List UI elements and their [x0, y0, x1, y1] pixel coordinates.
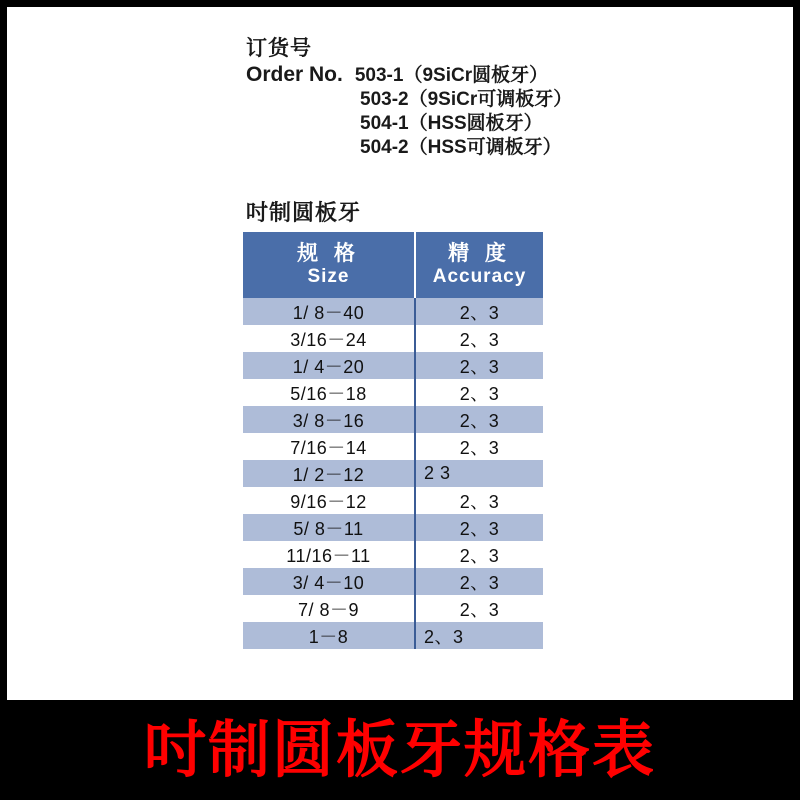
cell-accuracy: 2、3: [415, 514, 543, 541]
cell-accuracy: 2、3: [415, 622, 543, 649]
table-header: [243, 232, 543, 298]
table-header-row: [243, 232, 543, 298]
cell-accuracy: 2、3: [415, 352, 543, 379]
column-header-accuracy: [415, 232, 543, 298]
cell-size: 5/ 8－11: [243, 514, 415, 541]
column-header-size-en: Size: [307, 266, 350, 288]
cell-accuracy: 2、3: [415, 487, 543, 514]
frame-edge-left: [0, 0, 7, 800]
column-header-size-cn: 规 格: [297, 242, 360, 265]
column-header-accuracy-cn: 精 度: [448, 242, 511, 265]
order-number-block: [246, 38, 666, 162]
order-label-row: [246, 38, 666, 59]
cell-accuracy: 2、3: [415, 568, 543, 595]
order-label-en: Order No.: [246, 63, 343, 86]
cell-size: 1/ 4－20: [243, 352, 415, 379]
spec-table: [243, 232, 543, 649]
column-header-accuracy-en: Accuracy: [432, 266, 527, 288]
cell-accuracy: 2、3: [415, 595, 543, 622]
order-desc: （HSS圆板牙）: [408, 113, 543, 134]
cell-size: 1/ 8－40: [243, 298, 415, 325]
table-row: [243, 541, 543, 568]
cell-accuracy: 2 3: [415, 460, 543, 487]
table-row: [243, 379, 543, 406]
table-row: [243, 325, 543, 352]
order-desc: （HSS可调板牙）: [408, 137, 562, 158]
order-desc: （9SiCr可调板牙）: [408, 89, 573, 110]
cell-accuracy: 2、3: [415, 433, 543, 460]
cell-size: 5/16－18: [243, 379, 415, 406]
order-item-row: [246, 90, 666, 109]
order-code: 503-2: [360, 89, 409, 110]
cell-size: 7/ 8－9: [243, 595, 415, 622]
cell-size: 7/16－14: [243, 433, 415, 460]
cell-accuracy: 2、3: [415, 325, 543, 352]
table-row: [243, 568, 543, 595]
order-desc: （9SiCr圆板牙）: [403, 65, 549, 86]
banner-title: 吋制圆板牙规格表: [143, 713, 656, 786]
cell-size: 9/16－12: [243, 487, 415, 514]
order-code: 504-2: [360, 137, 409, 158]
cell-size: 3/ 4－10: [243, 568, 415, 595]
order-item-row: [246, 138, 666, 157]
frame-edge-top: [0, 0, 800, 7]
table-row: [243, 433, 543, 460]
frame-edge-right: [793, 0, 800, 800]
table-row: [243, 352, 543, 379]
table-row: [243, 622, 543, 649]
order-item-row: [246, 64, 666, 85]
bottom-banner: [0, 700, 800, 800]
order-code: 504-1: [360, 113, 409, 134]
order-code: 503-1: [354, 65, 404, 86]
order-label-cn: 订货号: [246, 37, 312, 60]
cell-accuracy: 2、3: [415, 298, 543, 325]
table-row: [243, 514, 543, 541]
cell-accuracy: 2、3: [415, 406, 543, 433]
table-row: [243, 487, 543, 514]
cell-size: 1/ 2－12: [243, 460, 415, 487]
column-header-size: [243, 232, 415, 298]
cell-size: 3/ 8－16: [243, 406, 415, 433]
section-heading: 吋制圆板牙: [246, 200, 362, 225]
table-row: [243, 460, 543, 487]
order-item-row: [246, 114, 666, 133]
table-row: [243, 298, 543, 325]
cell-accuracy: 2、3: [415, 379, 543, 406]
cell-size: 3/16－24: [243, 325, 415, 352]
cell-size: 1－8: [243, 622, 415, 649]
table-body: [243, 298, 543, 649]
cell-size: 11/16－11: [243, 541, 415, 568]
cell-accuracy: 2、3: [415, 541, 543, 568]
table-row: [243, 406, 543, 433]
table-row: [243, 595, 543, 622]
